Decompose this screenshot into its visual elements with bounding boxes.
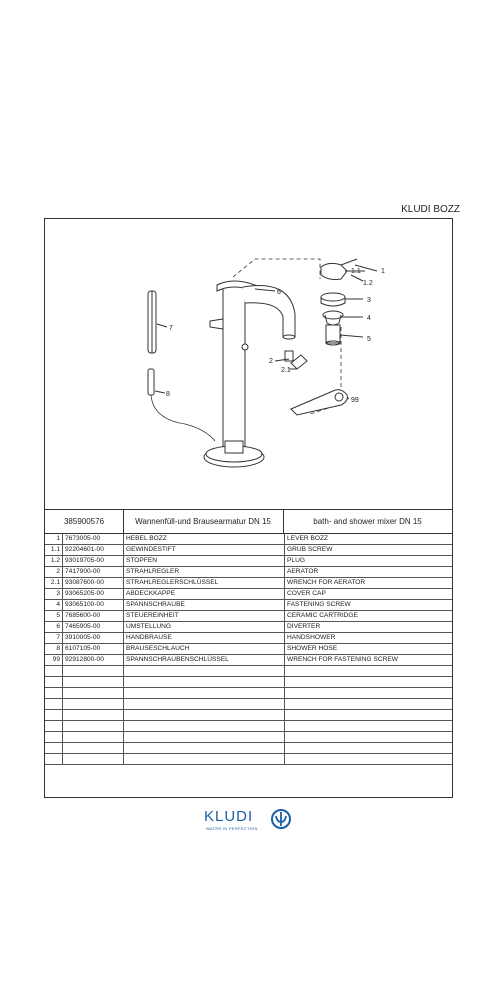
empty-cell [124,710,285,721]
part-number: 6107105-00 [63,644,124,655]
empty-cell [285,710,453,721]
part-position: 4 [45,600,63,611]
table-row [45,578,452,589]
part-number: 93065205-00 [63,589,124,600]
description-english: bath- and shower mixer DN 15 [313,517,422,526]
callout-4: 4 [367,315,371,322]
part-position: 7 [45,633,63,644]
empty-table-row [45,732,452,743]
empty-cell [124,677,285,688]
callout-1: 1 [381,268,385,275]
part-number: 7465905-00 [63,622,124,633]
table-row [45,567,452,578]
part-name-german: UMSTELLUNG [124,622,285,633]
empty-cell [63,699,124,710]
empty-cell [45,677,63,688]
part-name-german: STRAHLREGLERSCHLÜSSEL [124,578,285,589]
part-position: 3 [45,589,63,600]
callout-1-1: 1.1 [351,268,361,275]
part-position: 2 [45,567,63,578]
empty-table-row [45,688,452,699]
empty-table-row [45,743,452,754]
part-name-english: LEVER BOZZ [285,534,453,545]
empty-cell [124,743,285,754]
part-name-english: AERATOR [285,567,453,578]
logo-wordmark: KLUDI [204,808,254,825]
callout-1-2: 1.2 [363,280,373,287]
part-name-english: FASTENING SCREW [285,600,453,611]
part-number: 7417900-00 [63,567,124,578]
empty-table-row [45,666,452,677]
faucet-exploded-view [45,219,452,509]
part-name-german: STOPFEN [124,556,285,567]
part-position: 2.1 [45,578,63,589]
empty-cell [63,677,124,688]
part-number: 93065100-00 [63,600,124,611]
table-row [45,622,452,633]
callout-99: 99 [351,397,359,404]
part-number: 3910005-00 [63,633,124,644]
empty-table-row [45,754,452,765]
part-name-english: WRENCH FOR AERATOR [285,578,453,589]
empty-cell [285,677,453,688]
part-position: 1 [45,534,63,545]
empty-cell [63,732,124,743]
empty-cell [63,721,124,732]
description-german: Wannenfüll-und Brausearmatur DN 15 [123,510,284,533]
kludi-logo [204,808,296,832]
part-number: 7685600-00 [63,611,124,622]
empty-cell [45,688,63,699]
empty-table-row [45,699,452,710]
part-position: 8 [45,644,63,655]
part-position: 6 [45,622,63,633]
table-row [45,611,452,622]
callout-6: 6 [277,289,281,296]
empty-cell [124,666,285,677]
callout-8: 8 [166,391,170,398]
title-block [45,509,452,534]
table-row [45,589,452,600]
part-name-german: STEUEREINHEIT [124,611,285,622]
part-name-german: HANDBRAUSE [124,633,285,644]
empty-table-row [45,677,452,688]
empty-cell [45,710,63,721]
part-number: 7673005-00 [63,534,124,545]
part-name-english: SHOWER HOSE [285,644,453,655]
table-row [45,556,452,567]
table-row [45,655,452,666]
part-name-english: CERAMIC CARTRIDGE [285,611,453,622]
empty-cell [63,743,124,754]
callout-2-1: 2.1 [281,367,291,374]
table-row [45,534,452,545]
empty-cell [63,688,124,699]
part-name-german: BRAUSESCHLAUCH [124,644,285,655]
article-number: 385900576 [45,510,124,533]
callout-3: 3 [367,297,371,304]
part-name-german: HEBEL BOZZ [124,534,285,545]
table-row [45,545,452,556]
empty-cell [124,732,285,743]
callout-7: 7 [169,325,173,332]
empty-cell [285,721,453,732]
empty-cell [45,699,63,710]
table-row [45,644,452,655]
empty-cell [63,754,124,765]
empty-table-row [45,710,452,721]
part-name-german: ABDECKKAPPE [124,589,285,600]
empty-cell [124,688,285,699]
part-name-english: WRENCH FOR FASTENING SCREW [285,655,453,666]
empty-cell [285,743,453,754]
part-position: 1.1 [45,545,63,556]
table-row [45,633,452,644]
part-name-english: COVER CAP [285,589,453,600]
part-name-german: STRAHLREGLER [124,567,285,578]
water-drop-icon [270,808,294,830]
empty-cell [285,688,453,699]
empty-cell [285,732,453,743]
empty-cell [45,754,63,765]
parts-table [45,534,452,765]
callout-2: 2 [269,358,273,365]
exploded-drawing [45,219,452,509]
empty-cell [45,666,63,677]
empty-cell [45,743,63,754]
part-position: 5 [45,611,63,622]
part-number: 93087600-00 [63,578,124,589]
empty-cell [124,754,285,765]
part-position: 1.2 [45,556,63,567]
empty-cell [285,754,453,765]
part-name-english: HANDSHOWER [285,633,453,644]
table-row [45,600,452,611]
part-number: 92912800-00 [63,655,124,666]
empty-cell [285,666,453,677]
part-number: 92204601-00 [63,545,124,556]
part-number: 93019705-00 [63,556,124,567]
empty-cell [63,710,124,721]
callout-5: 5 [367,336,371,343]
brand-title: KLUDI BOZZ [401,204,460,215]
empty-cell [45,721,63,732]
empty-cell [45,732,63,743]
logo-tagline: WATER IN PERFECTION [206,826,258,831]
empty-table-row [45,721,452,732]
part-position: 99 [45,655,63,666]
part-name-german: SPANNSCHRAUBENSCHLÜSSEL [124,655,285,666]
part-name-english: DIVERTER [285,622,453,633]
empty-cell [124,721,285,732]
part-name-german: GEWINDESTIFT [124,545,285,556]
empty-cell [285,699,453,710]
empty-cell [124,699,285,710]
spare-parts-sheet [44,218,453,798]
part-name-german: SPANNSCHRAUBE [124,600,285,611]
part-name-english: PLUG [285,556,453,567]
part-name-english: GRUB SCREW [285,545,453,556]
empty-cell [63,666,124,677]
